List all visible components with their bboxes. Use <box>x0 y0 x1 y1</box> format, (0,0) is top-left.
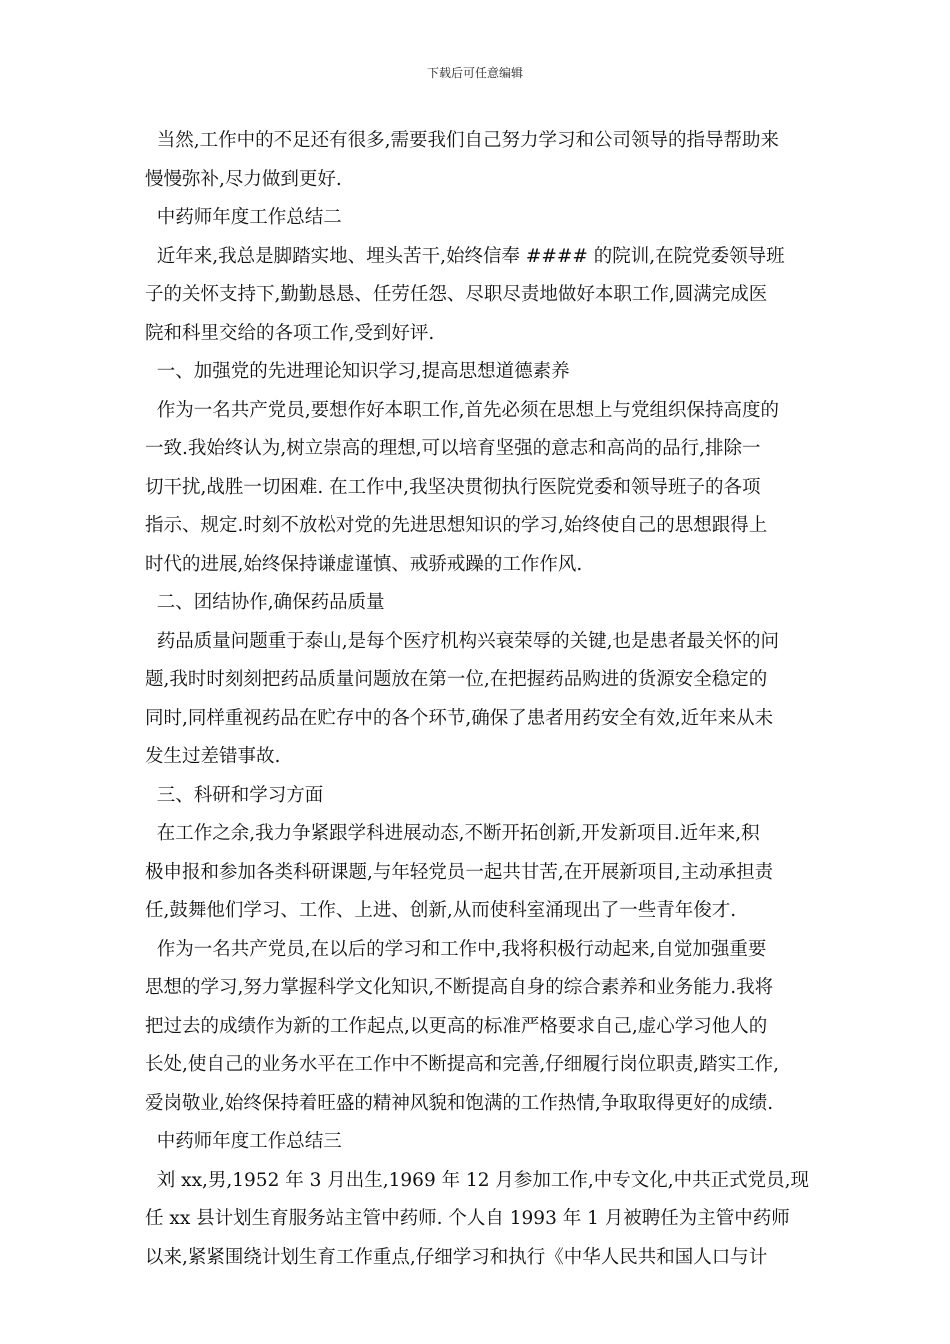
text-line: 极申报和参加各类科研课题,与年轻党员一起共甘苦,在开展新项目,主动承担责 <box>145 861 774 883</box>
text-line: 刘 xx,男,1952 年 3 月出生,1969 年 12 月参加工作,中专文化,中共正式党员,现 <box>145 1169 810 1191</box>
text-line: 发生过差错事故. <box>145 746 281 767</box>
text-line: 作为一名共产党员,要想作好本职工作,首先必须在思想上与党组织保持高度的 <box>145 399 780 421</box>
text-line: 以来,紧紧围绕计划生育工作重点,仔细学习和执行《中华人民共和国人口与计 <box>145 1246 768 1268</box>
section-title: 中药师年度工作总结三 <box>145 1131 342 1152</box>
text-line: 时代的进展,始终保持谦虚谨慎、戒骄戒躁的工作作风. <box>145 553 583 575</box>
text-line: 爱岗敬业,始终保持着旺盛的精神风貌和饱满的工作热情,争取取得更好的成绩. <box>145 1092 774 1114</box>
section-heading: 一、加强党的先进理论知识学习,提高思想道德素养 <box>145 361 570 382</box>
text-line: 子的关怀支持下,勤勤恳恳、任劳任怨、尽职尽责地做好本职工作,圆满完成医 <box>145 284 768 305</box>
text-line: 任,鼓舞他们学习、工作、上进、创新,从而使科室涌现出了一些青年俊才. <box>145 900 737 921</box>
section-heading: 三、科研和学习方面 <box>145 784 324 806</box>
text-line: 当然,工作中的不足还有很多,需要我们自己努力学习和公司领导的指导帮助来 <box>145 130 780 151</box>
text-line: 任 xx 县计划生育服务站主管中药师. 个人自 1993 年 1 月被聘任为主管中药师 <box>145 1208 790 1229</box>
text-line: 药品质量问题重于泰山,是每个医疗机构兴衰荣辱的关键,也是患者最关怀的问 <box>145 630 780 652</box>
text-line: 作为一名共产党员,在以后的学习和工作中,我将积极行动起来,自觉加强重要 <box>145 938 767 960</box>
text-line: 把过去的成绩作为新的工作起点,以更高的标准严格要求自己,虚心学习他人的 <box>145 1015 768 1037</box>
text-line: 指示、规定.时刻不放松对党的先进思想知识的学习,始终使自己的思想跟得上 <box>145 515 768 536</box>
text-line: 题,我时时刻刻把药品质量问题放在第一位,在把握药品购进的货源安全稳定的 <box>145 669 768 690</box>
text-line: 一致.我始终认为,树立崇高的理想,可以培育坚强的意志和高尚的品行,排除一 <box>145 438 761 459</box>
document-body <box>145 122 813 1277</box>
text-line: 思想的学习,努力掌握科学文化知识,不断提高自身的综合素养和业务能力.我将 <box>145 977 774 998</box>
text-line: 在工作之余,我力争紧跟学科进展动态,不断开拓创新,开发新项目.近年来,积 <box>145 823 760 844</box>
text-line: 切干扰,战胜一切困难. 在工作中,我坚决贯彻执行医院党委和领导班子的各项 <box>145 476 761 498</box>
page-header: 下载后可任意编辑 <box>426 66 523 80</box>
text-line: 近年来,我总是脚踏实地、埋头苦干,始终信奉 #### 的院训,在院党委领导班 <box>145 245 785 267</box>
section-heading: 二、团结协作,确保药品质量 <box>145 592 385 613</box>
text-line: 同时,同样重视药品在贮存中的各个环节,确保了患者用药安全有效,近年来从未 <box>145 707 774 729</box>
text-line: 长处,使自己的业务水平在工作中不断提高和完善,仔细履行岗位职责,踏实工作, <box>145 1054 780 1075</box>
text-line: 院和科里交给的各项工作,受到好评. <box>145 322 435 344</box>
section-title: 中药师年度工作总结二 <box>145 207 342 228</box>
text-line: 慢慢弥补,尽力做到更好. <box>145 168 342 190</box>
